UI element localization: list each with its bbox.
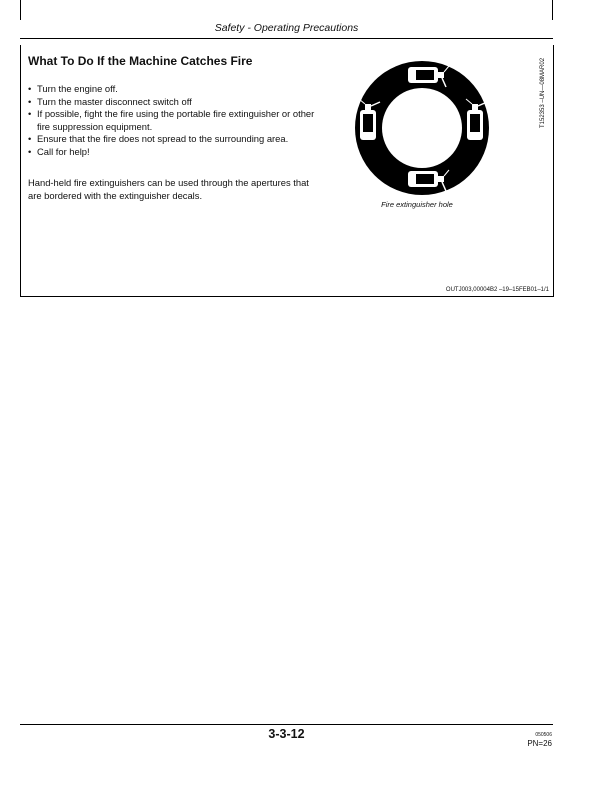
- figure-id: T152353 –UN—08MAR02: [540, 57, 546, 128]
- footer-pn: PN=26: [527, 739, 552, 748]
- page-number: 3-3-12: [268, 727, 305, 741]
- instruction-list: [28, 83, 318, 158]
- list-item: • Call for help!: [28, 146, 318, 159]
- figure-caption: Fire extinguisher hole: [381, 200, 453, 209]
- document-code: OUTJ003,00004B2 –19–15FEB01–1/1: [445, 287, 549, 293]
- list-item: • Turn the master disconnect switch off: [28, 96, 318, 109]
- page-border-top-left: [20, 0, 21, 20]
- running-header: Safety - Operating Precautions: [214, 22, 359, 34]
- footer-divider: [20, 724, 553, 725]
- body-paragraph: Hand-held fire extinguishers can be used through the apertures that are bordered with the extinguisher decals.: [28, 177, 309, 201]
- list-item: • Ensure that the fire does not spread to the surrounding area.: [28, 133, 318, 146]
- list-item: • Turn the engine off.: [28, 83, 318, 96]
- footer-code: 050506: [535, 732, 552, 738]
- section-title: What To Do If the Machine Catches Fire: [28, 54, 253, 68]
- list-item: • If possible, fight the fire using the portable fire extinguisher or other fire suppression equipment.: [28, 108, 318, 133]
- header-divider: [20, 38, 553, 39]
- page-border-top-right: [552, 0, 553, 20]
- fire-extinguisher-hole-figure: [352, 58, 492, 198]
